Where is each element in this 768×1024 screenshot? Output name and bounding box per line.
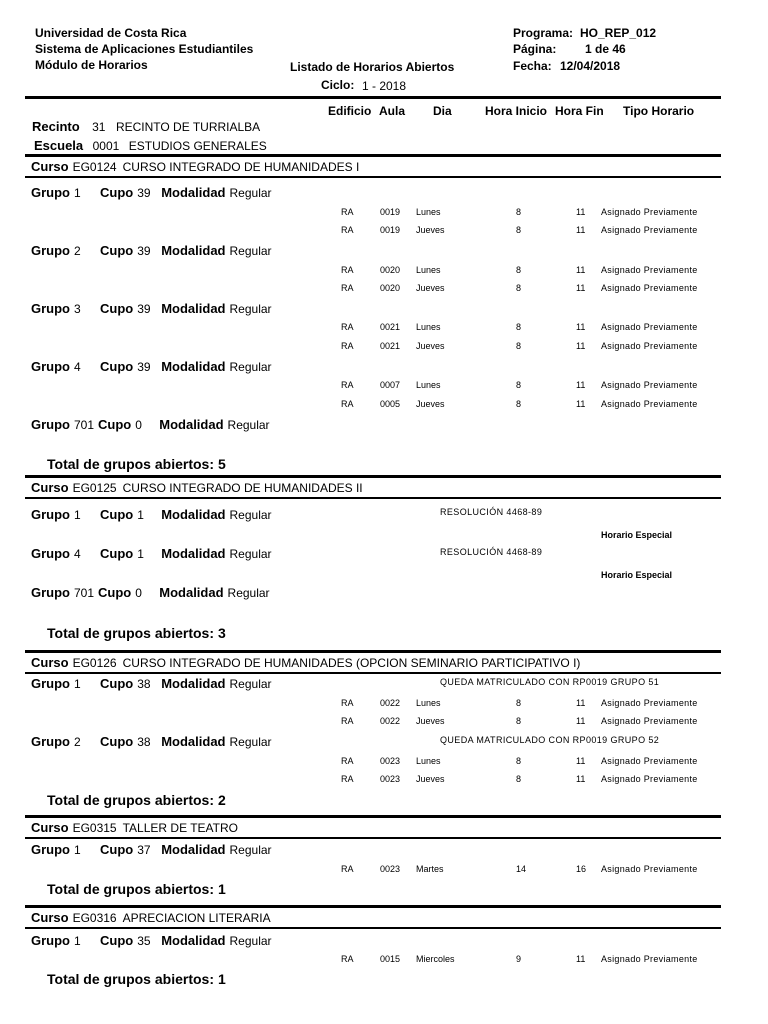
course-label: Curso (31, 910, 69, 925)
cupo-value: 0 (135, 586, 142, 600)
course-code: EG0126 (72, 656, 117, 670)
course-name: CURSO INTEGRADO DE HUMANIDADES I (122, 160, 360, 174)
total-label: Total de grupos abiertos: (47, 792, 214, 808)
group-label: Grupo (31, 546, 70, 561)
dia-cell: Lunes (416, 322, 441, 332)
modalidad-value: Regular (229, 735, 272, 749)
aula-cell: 0023 (380, 864, 401, 874)
aula-cell: 0021 (380, 322, 401, 332)
course-top-rule (25, 650, 721, 653)
total-groups (47, 971, 226, 987)
hora-inicio-cell: 8 (516, 341, 522, 351)
hora-fin-cell: 11 (576, 207, 586, 217)
hora-fin-cell: 11 (576, 225, 586, 235)
schedule-row (0, 774, 768, 786)
dia-cell: Martes (416, 864, 444, 874)
group-number: 4 (74, 360, 81, 374)
cupo-value: 37 (137, 843, 151, 857)
col-tipo-horario: Tipo Horario (623, 104, 695, 118)
modalidad-value: Regular (227, 418, 270, 432)
modalidad-label: Modalidad (161, 185, 226, 200)
escuela-code: 0001 (92, 139, 120, 153)
cupo-label: Cupo (100, 359, 134, 374)
page-label: Página: (513, 42, 557, 56)
escuela-row (34, 137, 267, 155)
edificio-cell: RA (341, 341, 354, 351)
hora-fin-cell: 16 (576, 864, 587, 874)
schedule-row (0, 954, 768, 966)
modalidad-value: Regular (229, 508, 272, 522)
group-row (31, 675, 272, 693)
dia-cell: Miercoles (416, 954, 455, 964)
hora-inicio-cell: 8 (516, 265, 522, 275)
total-groups (47, 881, 226, 897)
dia-cell: Jueves (416, 225, 445, 235)
escuela-label: Escuela (34, 138, 84, 153)
aula-cell: 0019 (380, 207, 401, 217)
aula-cell: 0019 (380, 225, 401, 235)
hora-inicio-cell: 9 (516, 954, 522, 964)
dia-cell: Lunes (416, 756, 441, 766)
page-number: 1 de 46 (585, 42, 626, 56)
group-row (31, 300, 272, 318)
total-value: 2 (217, 792, 226, 808)
group-row (31, 841, 272, 859)
header-rule (25, 96, 721, 99)
group-row (31, 184, 272, 202)
tipo-horario-cell: Asignado Previamente (601, 283, 698, 293)
escuela-name: ESTUDIOS GENERALES (128, 139, 267, 153)
aula-cell: 0021 (380, 341, 401, 351)
cupo-label: Cupo (100, 507, 134, 522)
hora-fin-cell: 11 (576, 774, 586, 784)
special-schedule: Horario Especial (601, 570, 673, 580)
group-number: 2 (74, 735, 81, 749)
course-code: EG0316 (72, 911, 117, 925)
cupo-label: Cupo (98, 417, 132, 432)
course-sub-rule (25, 837, 721, 839)
schedule-row (0, 322, 768, 334)
dia-cell: Lunes (416, 207, 441, 217)
modalidad-value: Regular (229, 843, 272, 857)
hora-fin-cell: 11 (576, 380, 586, 390)
total-value: 3 (217, 625, 226, 641)
cupo-label: Cupo (100, 185, 134, 200)
tipo-horario-cell: Asignado Previamente (601, 380, 698, 390)
hora-fin-cell: 11 (576, 954, 586, 964)
aula-cell: 0022 (380, 698, 401, 708)
dia-cell: Jueves (416, 341, 445, 351)
cupo-label: Cupo (100, 734, 134, 749)
tipo-horario-cell: Asignado Previamente (601, 207, 698, 217)
group-note: RESOLUCIÓN 4468-89 (440, 507, 543, 517)
group-number: 3 (74, 302, 81, 316)
program-label: Programa: (513, 26, 574, 40)
group-row (31, 416, 270, 434)
course-header (31, 654, 580, 672)
aula-cell: 0023 (380, 774, 401, 784)
group-label: Grupo (31, 359, 70, 374)
col-hora-fin: Hora Fin (555, 104, 604, 118)
cupo-value: 38 (137, 735, 151, 749)
group-number: 1 (74, 677, 81, 691)
aula-cell: 0020 (380, 283, 401, 293)
tipo-horario-cell: Asignado Previamente (601, 774, 698, 784)
total-label: Total de grupos abiertos: (47, 881, 214, 897)
course-name: TALLER DE TEATRO (122, 821, 238, 835)
tipo-horario-cell: Asignado Previamente (601, 756, 698, 766)
total-value: 1 (217, 881, 226, 897)
hora-fin-cell: 11 (576, 716, 586, 726)
group-row (31, 358, 272, 376)
aula-cell: 0007 (380, 380, 401, 390)
modalidad-label: Modalidad (161, 507, 226, 522)
course-code: EG0124 (72, 160, 117, 174)
hora-inicio-cell: 8 (516, 380, 522, 390)
aula-cell: 0023 (380, 756, 401, 766)
group-row (31, 932, 272, 950)
cupo-value: 35 (137, 934, 151, 948)
group-label: Grupo (31, 585, 70, 600)
modalidad-label: Modalidad (161, 933, 226, 948)
group-label: Grupo (31, 185, 70, 200)
hora-fin-cell: 11 (576, 698, 586, 708)
dia-cell: Lunes (416, 380, 441, 390)
edificio-cell: RA (341, 864, 354, 874)
cupo-value: 39 (137, 186, 151, 200)
col-dia: Dia (433, 104, 452, 118)
modalidad-label: Modalidad (161, 359, 226, 374)
modalidad-label: Modalidad (159, 585, 224, 600)
modalidad-value: Regular (229, 186, 272, 200)
course-sub-rule (25, 672, 721, 674)
tipo-horario-cell: Asignado Previamente (601, 265, 698, 275)
col-hora-inicio: Hora Inicio (485, 104, 548, 118)
hora-inicio-cell: 8 (516, 322, 522, 332)
report-date: 12/04/2018 (560, 59, 621, 73)
aula-cell: 0015 (380, 954, 401, 964)
cycle-value: 1 - 2018 (362, 79, 407, 93)
modalidad-value: Regular (229, 244, 272, 258)
group-label: Grupo (31, 301, 70, 316)
hora-inicio-cell: 8 (516, 774, 522, 784)
modalidad-value: Regular (229, 934, 272, 948)
modalidad-value: Regular (229, 547, 272, 561)
course-top-rule (25, 815, 721, 818)
schedule-row (0, 864, 768, 876)
dia-cell: Lunes (416, 265, 441, 275)
course-label: Curso (31, 820, 69, 835)
edificio-cell: RA (341, 283, 354, 293)
cupo-label: Cupo (98, 585, 132, 600)
course-header (31, 479, 363, 497)
group-number: 2 (74, 244, 81, 258)
group-row (31, 545, 272, 563)
hora-fin-cell: 11 (576, 341, 586, 351)
group-number: 1 (74, 186, 81, 200)
schedule-row (0, 341, 768, 353)
schedule-row (0, 698, 768, 710)
hora-inicio-cell: 8 (516, 698, 522, 708)
group-row (31, 506, 272, 524)
hora-fin-cell: 11 (576, 265, 586, 275)
total-groups (47, 456, 226, 472)
cupo-label: Cupo (100, 842, 134, 857)
system-name: Sistema de Aplicaciones Estudiantiles (35, 42, 254, 56)
schedule-row (0, 399, 768, 411)
tipo-horario-cell: Asignado Previamente (601, 399, 698, 409)
course-top-rule (25, 475, 721, 478)
group-label: Grupo (31, 507, 70, 522)
edificio-cell: RA (341, 225, 354, 235)
modalidad-label: Modalidad (161, 842, 226, 857)
course-header (31, 819, 238, 837)
tipo-horario-cell: Asignado Previamente (601, 698, 698, 708)
recinto-row (32, 118, 260, 136)
modalidad-label: Modalidad (159, 417, 224, 432)
modalidad-label: Modalidad (161, 301, 226, 316)
total-value: 5 (217, 456, 226, 472)
total-label: Total de grupos abiertos: (47, 625, 214, 641)
schedule-row (0, 225, 768, 237)
course-label: Curso (31, 480, 69, 495)
total-label: Total de grupos abiertos: (47, 456, 214, 472)
schedule-row (0, 756, 768, 768)
tipo-horario-cell: Asignado Previamente (601, 864, 698, 874)
hora-inicio-cell: 8 (516, 283, 522, 293)
hora-fin-cell: 11 (576, 283, 586, 293)
course-sub-rule (25, 927, 721, 929)
modalidad-value: Regular (229, 302, 272, 316)
group-label: Grupo (31, 417, 70, 432)
group-note: QUEDA MATRICULADO CON RP0019 GRUPO 52 (440, 735, 660, 745)
cycle-label: Ciclo: (321, 78, 355, 92)
recinto-code: 31 (92, 120, 106, 134)
modalidad-value: Regular (227, 586, 270, 600)
tipo-horario-cell: Asignado Previamente (601, 716, 698, 726)
schedule-row (0, 283, 768, 295)
edificio-cell: RA (341, 322, 354, 332)
cupo-label: Cupo (100, 676, 134, 691)
group-number: 1 (74, 934, 81, 948)
modalidad-value: Regular (229, 360, 272, 374)
course-sub-rule (25, 497, 721, 499)
hora-inicio-cell: 14 (516, 864, 527, 874)
course-header (31, 158, 359, 176)
hora-inicio-cell: 8 (516, 716, 522, 726)
tipo-horario-cell: Asignado Previamente (601, 341, 698, 351)
group-number: 1 (74, 508, 81, 522)
total-groups (47, 625, 226, 641)
group-label: Grupo (31, 243, 70, 258)
course-label: Curso (31, 655, 69, 670)
hora-inicio-cell: 8 (516, 225, 522, 235)
date-label: Fecha: (513, 59, 552, 73)
group-row (31, 584, 270, 602)
aula-cell: 0020 (380, 265, 401, 275)
edificio-cell: RA (341, 698, 354, 708)
schedule-row (0, 265, 768, 277)
module-name: Módulo de Horarios (35, 58, 148, 72)
dia-cell: Jueves (416, 399, 445, 409)
edificio-cell: RA (341, 774, 354, 784)
cupo-value: 1 (137, 508, 144, 522)
cupo-label: Cupo (100, 301, 134, 316)
group-label: Grupo (31, 734, 70, 749)
cupo-value: 0 (135, 418, 142, 432)
group-row (31, 242, 272, 260)
total-groups (47, 792, 226, 808)
col-aula: Aula (379, 104, 406, 118)
cupo-value: 39 (137, 360, 151, 374)
cupo-label: Cupo (100, 546, 134, 561)
edificio-cell: RA (341, 954, 354, 964)
schedule-row (0, 716, 768, 728)
report-title: Listado de Horarios Abiertos (290, 60, 455, 74)
recinto-label: Recinto (32, 119, 80, 134)
dia-cell: Jueves (416, 774, 445, 784)
total-value: 1 (217, 971, 226, 987)
tipo-horario-cell: Asignado Previamente (601, 225, 698, 235)
course-top-rule (25, 154, 721, 157)
group-label: Grupo (31, 933, 70, 948)
group-label: Grupo (31, 676, 70, 691)
hora-fin-cell: 11 (576, 399, 586, 409)
modalidad-value: Regular (229, 677, 272, 691)
course-sub-rule (25, 176, 721, 178)
course-name: APRECIACION LITERARIA (122, 911, 271, 925)
hora-inicio-cell: 8 (516, 207, 522, 217)
edificio-cell: RA (341, 207, 354, 217)
cupo-label: Cupo (100, 243, 134, 258)
schedule-row (0, 380, 768, 392)
group-label: Grupo (31, 842, 70, 857)
modalidad-label: Modalidad (161, 734, 226, 749)
edificio-cell: RA (341, 756, 354, 766)
course-name: CURSO INTEGRADO DE HUMANIDADES (OPCION SEMINARIO PARTICIPATIVO I) (122, 656, 581, 670)
dia-cell: Lunes (416, 698, 441, 708)
dia-cell: Jueves (416, 716, 445, 726)
cupo-value: 38 (137, 677, 151, 691)
group-number: 701 (74, 418, 95, 432)
cupo-value: 1 (137, 547, 144, 561)
special-schedule: Horario Especial (601, 530, 673, 540)
course-code: EG0125 (72, 481, 117, 495)
course-top-rule (25, 905, 721, 908)
hora-fin-cell: 11 (576, 756, 586, 766)
aula-cell: 0005 (380, 399, 401, 409)
hora-inicio-cell: 8 (516, 756, 522, 766)
tipo-horario-cell: Asignado Previamente (601, 954, 698, 964)
course-code: EG0315 (72, 821, 117, 835)
schedule-row (0, 207, 768, 219)
course-header (31, 909, 271, 927)
edificio-cell: RA (341, 399, 354, 409)
total-label: Total de grupos abiertos: (47, 971, 214, 987)
col-edificio: Edificio (328, 104, 372, 118)
course-name: CURSO INTEGRADO DE HUMANIDADES II (122, 481, 363, 495)
group-number: 1 (74, 843, 81, 857)
program-value: HO_REP_012 (580, 26, 657, 40)
group-row (31, 733, 272, 751)
edificio-cell: RA (341, 380, 354, 390)
modalidad-label: Modalidad (161, 546, 226, 561)
aula-cell: 0022 (380, 716, 401, 726)
recinto-name: RECINTO DE TURRIALBA (115, 120, 261, 134)
dia-cell: Jueves (416, 283, 445, 293)
cupo-label: Cupo (100, 933, 134, 948)
group-note: QUEDA MATRICULADO CON RP0019 GRUPO 51 (440, 677, 660, 687)
hora-inicio-cell: 8 (516, 399, 522, 409)
cupo-value: 39 (137, 302, 151, 316)
group-number: 4 (74, 547, 81, 561)
university-name: Universidad de Costa Rica (35, 26, 187, 40)
modalidad-label: Modalidad (161, 243, 226, 258)
course-label: Curso (31, 159, 69, 174)
cupo-value: 39 (137, 244, 151, 258)
hora-fin-cell: 11 (576, 322, 586, 332)
tipo-horario-cell: Asignado Previamente (601, 322, 698, 332)
group-number: 701 (74, 586, 95, 600)
group-note: RESOLUCIÓN 4468-89 (440, 547, 543, 557)
edificio-cell: RA (341, 716, 354, 726)
modalidad-label: Modalidad (161, 676, 226, 691)
edificio-cell: RA (341, 265, 354, 275)
